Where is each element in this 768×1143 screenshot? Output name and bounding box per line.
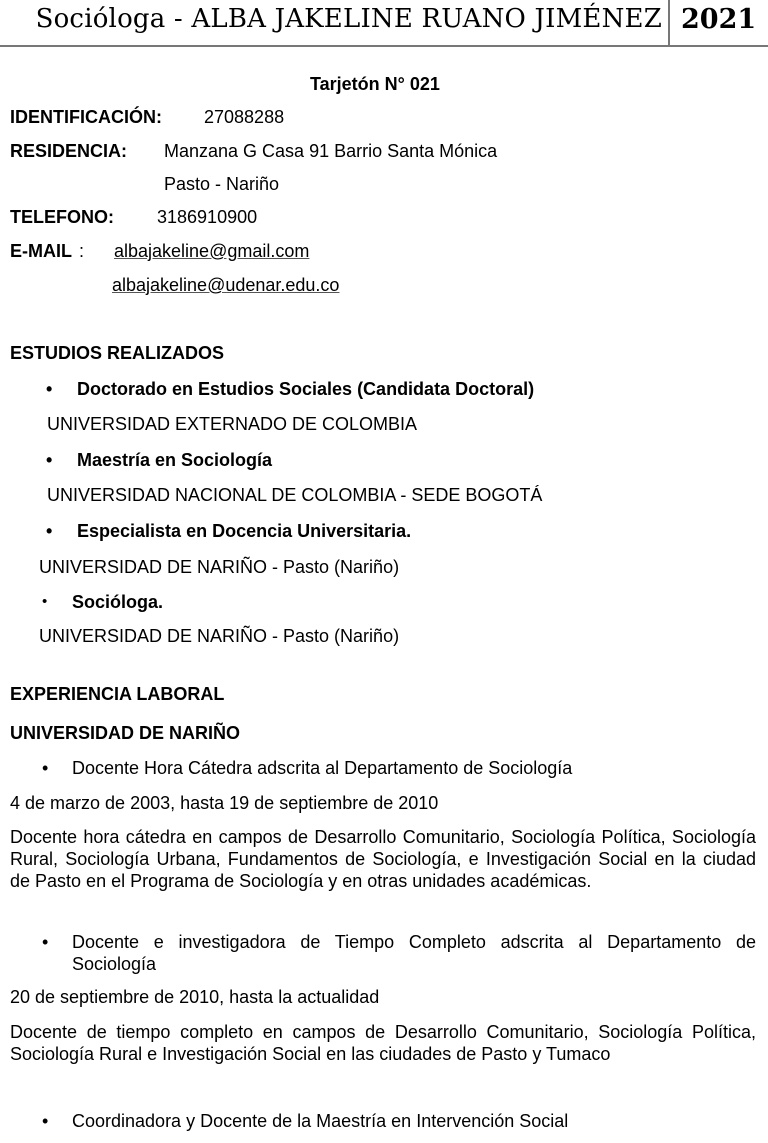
email-link-gmail[interactable]: albajakeline@gmail.com	[114, 241, 310, 261]
degree-1: Doctorado en Estudios Sociales (Candidata Doctoral)	[77, 379, 535, 399]
id-value: 27088288	[204, 107, 285, 127]
degree-2: Maestría en Sociología	[77, 450, 273, 470]
degree-4: Socióloga.	[72, 592, 164, 612]
page-header	[0, 0, 768, 48]
phone-value: 3186910900	[157, 207, 258, 227]
job-2-role: Docente e investigadora de Tiempo Completo adscrita al Departamento de Sociología	[72, 932, 756, 974]
job-1-description: Docente hora cátedra en campos de Desarrollo Comunitario, Sociología Política, Sociología Rural, Sociología Urbana, Fundamentos de Sociología, e Investigación Social en la ciudad de Pasto en el Programa de Sociología y en otras unidades académicas.	[10, 827, 756, 891]
header-year: 2021	[681, 4, 757, 35]
job-3-role: Coordinadora y Docente de la Maestría en Intervención Social	[72, 1111, 569, 1131]
degree-3: Especialista en Docencia Universitaria.	[77, 521, 412, 541]
job-1-dates: 4 de marzo de 2003, hasta 19 de septiembre de 2010	[10, 793, 439, 813]
education-title: ESTUDIOS REALIZADOS	[10, 343, 225, 363]
institution-4: UNIVERSIDAD DE NARIÑO - Pasto (Nariño)	[39, 626, 400, 646]
bullet-dot: •	[42, 1111, 49, 1131]
phone-label: TELEFONO:	[10, 207, 114, 227]
email-link-udenar[interactable]: albajakeline@udenar.edu.co	[112, 275, 340, 295]
job-2-dates: 20 de septiembre de 2010, hasta la actualidad	[10, 987, 380, 1007]
residence-line-1: Manzana G Casa 91 Barrio Santa Mónica	[164, 141, 498, 161]
bullet-dot: •	[42, 932, 49, 952]
residence-line-2: Pasto - Nariño	[164, 174, 280, 194]
header-name: Socióloga - ALBA JAKELINE RUANO JIMÉNEZ	[35, 4, 662, 34]
bullet-dot: •	[46, 521, 53, 541]
header-separator	[668, 0, 670, 46]
job-2-description: Docente de tiempo completo en campos de Desarrollo Comunitario, Sociología Política, Sociología Rural e Investigación Social en las ciudades de Pasto y Tumaco	[10, 1022, 756, 1064]
employer-name: UNIVERSIDAD DE NARIÑO	[10, 723, 241, 743]
card-number: Tarjetón N° 021	[310, 74, 440, 94]
bullet-dot: •	[42, 593, 48, 610]
job-1-role: Docente Hora Cátedra adscrita al Departamento de Sociología	[72, 758, 573, 778]
bullet-dot: •	[42, 758, 49, 778]
institution-2: UNIVERSIDAD NACIONAL DE COLOMBIA - SEDE BOGOTÁ	[47, 485, 543, 505]
bullet-dot: •	[46, 450, 53, 470]
id-label: IDENTIFICACIÓN:	[10, 107, 162, 127]
email-colon: :	[79, 241, 85, 261]
residence-label: RESIDENCIA:	[10, 141, 128, 161]
institution-1: UNIVERSIDAD EXTERNADO DE COLOMBIA	[47, 414, 418, 434]
institution-3: UNIVERSIDAD DE NARIÑO - Pasto (Nariño)	[39, 557, 400, 577]
experience-title: EXPERIENCIA LABORAL	[10, 684, 225, 704]
header-rule	[0, 45, 768, 47]
bullet-dot: •	[46, 379, 53, 399]
email-label: E-MAIL	[10, 241, 72, 261]
